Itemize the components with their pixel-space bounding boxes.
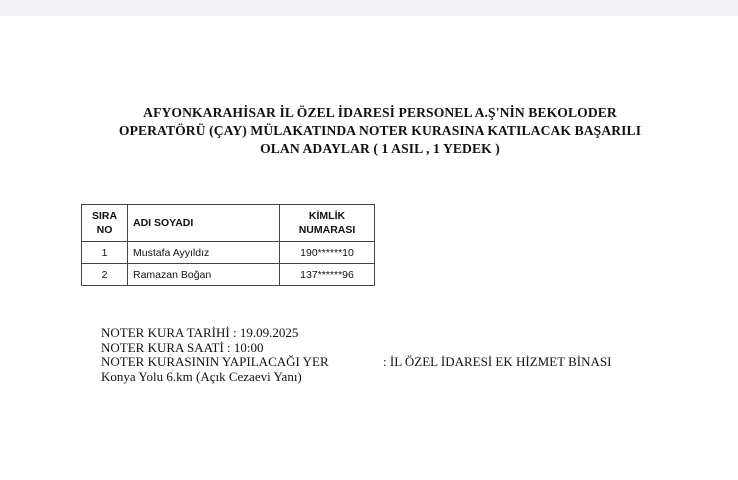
draw-time: NOTER KURA SAATİ : 10:00 — [101, 339, 264, 355]
draw-place-value: : İL ÖZEL İDARESİ EK HİZMET BİNASI — [383, 354, 612, 369]
title-line-3: OLAN ADAYLAR ( 1 ASIL , 1 YEDEK ) — [260, 141, 500, 156]
header-sira-no: SIRA NO — [82, 205, 128, 242]
title-line-2: OPERATÖRÜ (ÇAY) MÜLAKATINDA NOTER KURASINA KATILACAK BAŞARILI — [118, 123, 642, 138]
table-header-row — [82, 205, 375, 242]
document-title — [0, 104, 738, 158]
row-id: 137******96 — [280, 264, 375, 286]
draw-address: Konya Yolu 6.km (Açık Cezaevi Yanı) — [101, 368, 302, 384]
draw-date: NOTER KURA TARİHİ : 19.09.2025 — [101, 325, 299, 340]
table-row — [82, 242, 375, 264]
draw-place — [101, 354, 612, 370]
row-id: 190******10 — [280, 242, 375, 264]
header-kimlik-numarasi: KİMLİK NUMARASI — [280, 205, 375, 242]
top-bar — [0, 0, 738, 16]
title-line-1: AFYONKARAHİSAR İL ÖZEL İDARESİ PERSONEL A.Ş'NİN BEKOLODER — [143, 105, 617, 120]
table-row — [82, 264, 375, 286]
row-no: 2 — [82, 264, 128, 286]
draw-place-label: NOTER KURASININ YAPILACAĞI YER — [101, 354, 329, 369]
candidates-table — [81, 204, 375, 286]
row-name: Mustafa Ayyıldız — [128, 242, 280, 264]
header-adi-soyadi: ADI SOYADI — [128, 205, 280, 242]
row-no: 1 — [82, 242, 128, 264]
draw-info — [101, 325, 612, 384]
row-name: Ramazan Boğan — [128, 264, 280, 286]
